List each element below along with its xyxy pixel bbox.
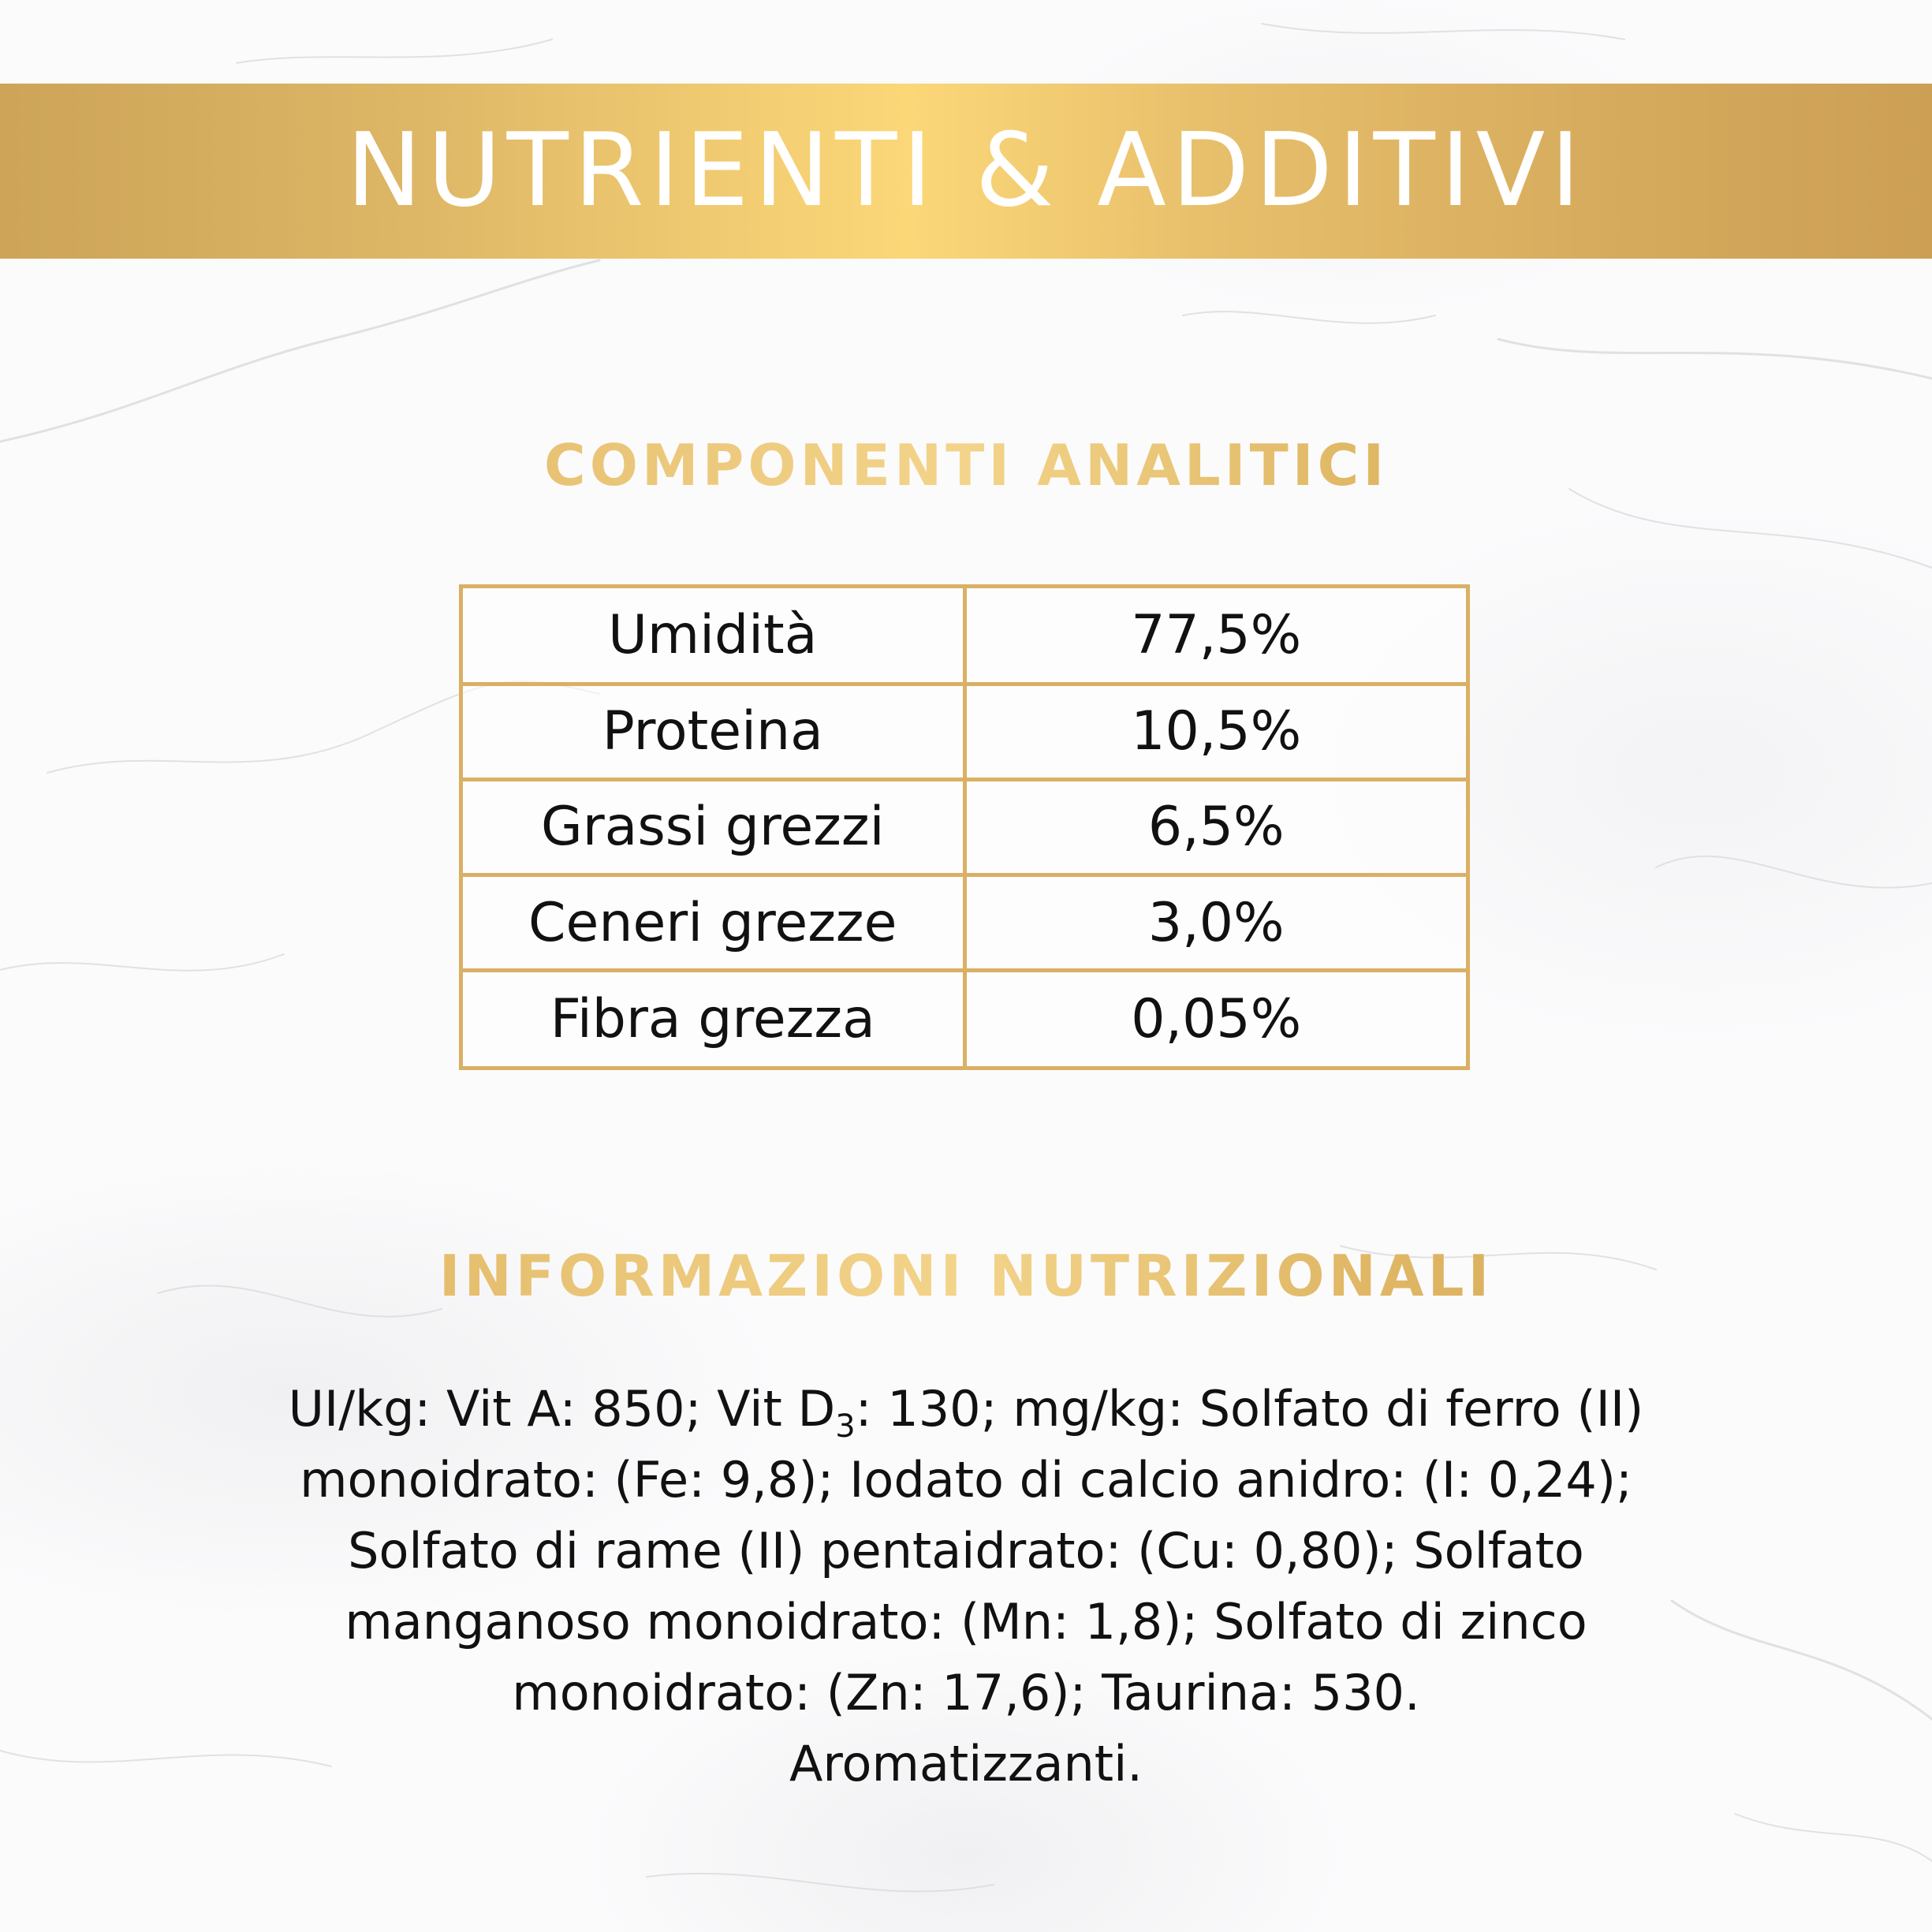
component-value: 3,0%	[964, 875, 1466, 971]
nutrition-line: monoidrato: (Fe: 9,8); Iodato di calcio anidro: (I: 0,24);	[300, 1451, 1632, 1509]
table-row	[463, 971, 1466, 1066]
table-row	[463, 875, 1466, 971]
nutrition-line: Solfato di rame (II) pentaidrato: (Cu: 0,80); Solfato	[348, 1522, 1584, 1580]
nutrition-line-part: : 130; mg/kg: Solfato di ferro (II)	[855, 1380, 1644, 1438]
table-row	[463, 588, 1466, 684]
table-row	[463, 779, 1466, 875]
components-heading: COMPONENTI ANALITICI	[0, 437, 1932, 494]
title-banner	[0, 84, 1932, 259]
component-name: Proteina	[463, 684, 964, 779]
component-name: Grassi grezzi	[463, 779, 964, 875]
nutrition-heading: INFORMAZIONI NUTRIZIONALI	[0, 1248, 1932, 1304]
nutrition-info-text	[158, 1374, 1774, 1800]
page-title: NUTRIENTI & ADDITIVI	[346, 112, 1586, 229]
component-name: Fibra grezza	[463, 971, 964, 1066]
component-name: Umidità	[463, 588, 964, 684]
component-name: Ceneri grezze	[463, 875, 964, 971]
nutrition-line-part: UI/kg: Vit A: 850; Vit D	[288, 1380, 836, 1438]
table-row	[463, 684, 1466, 779]
component-value: 0,05%	[964, 971, 1466, 1066]
nutrition-line: Aromatizzanti.	[789, 1735, 1143, 1792]
analytic-components-table	[459, 584, 1470, 1070]
component-value: 6,5%	[964, 779, 1466, 875]
component-value: 10,5%	[964, 684, 1466, 779]
component-value: 77,5%	[964, 588, 1466, 684]
nutrition-line: manganoso monoidrato: (Mn: 1,8); Solfato di zinco	[345, 1593, 1587, 1650]
nutrition-line: monoidrato: (Zn: 17,6); Taurina: 530.	[512, 1664, 1420, 1721]
nutrition-line	[158, 1374, 1774, 1445]
subscript: 3	[835, 1408, 856, 1445]
